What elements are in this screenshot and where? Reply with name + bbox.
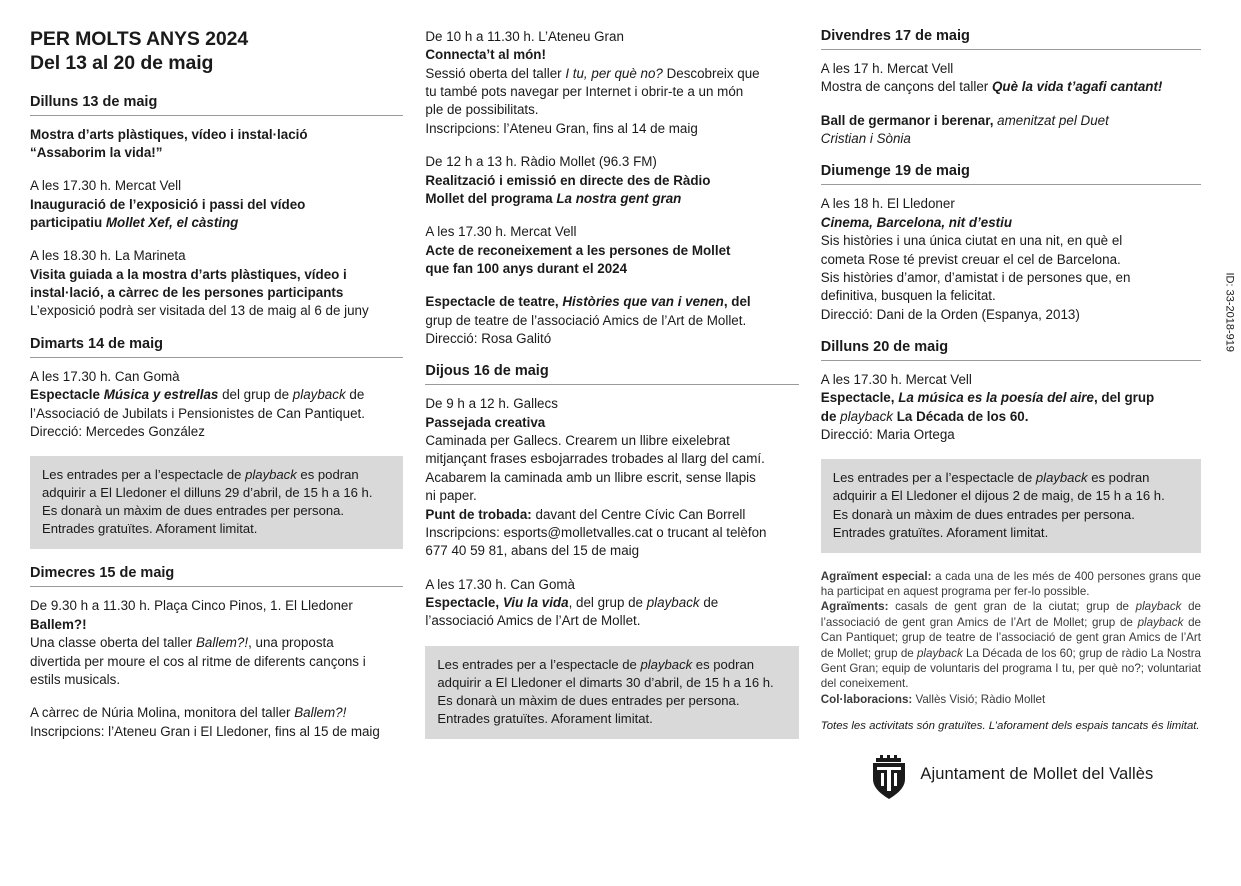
note-line: Les entrades per a l’espectacle de	[832, 470, 1036, 486]
divider	[30, 586, 403, 587]
entry-line: davant del Centre Cívic Can Borrell	[531, 506, 746, 522]
entry-line-italic: playback	[292, 387, 346, 403]
entry-line: de	[345, 387, 365, 403]
credits-text: casals de gent gran de la ciutat; grup de	[888, 600, 1136, 614]
note-line: adquirir a El Lledoner el dimarts 30 d’abril, de 15 h a 16 h.	[437, 674, 774, 690]
footer-logo	[821, 749, 1201, 801]
entry-line: estils musicals.	[30, 671, 121, 687]
entry-line-italic: Històries que van i venen	[562, 294, 724, 310]
day-heading-dilluns-20: Dilluns 20 de maig	[820, 338, 949, 355]
entry-line: divertida per moure el cos al ritme de diferents cançons i	[30, 653, 366, 669]
entry-line: instal·lació, a càrrec de les persones participants	[30, 285, 344, 301]
credits-heading: Agraïment especial:	[820, 569, 932, 583]
entry-line: De 12 h a 13 h. Ràdio Mollet (96.3 FM)	[425, 154, 657, 170]
entry-line: Direcció: Dani de la Orden (Espanya, 2013)	[820, 306, 1080, 322]
entry-line: Acabarem la caminada amb un llibre escrit, sense llapis	[425, 469, 756, 485]
entry-line: l’Associació de Jubilats i Pensionistes de Can Pantiquet.	[30, 405, 365, 421]
note-line: Es donarà un màxim de dues entrades per persona.	[832, 506, 1135, 522]
entry-line: , una proposta	[248, 635, 334, 651]
document-id-code: ID: 33-2018-919	[1223, 272, 1235, 352]
entry-line-italic: Cinema, Barcelona, nit d’estiu	[820, 214, 1013, 230]
day-heading-diumenge-19: Diumenge 19 de maig	[820, 163, 970, 180]
entry-ballem	[30, 597, 403, 689]
credits-heading: Col·laboracions:	[820, 692, 913, 706]
note-line: Entrades gratuïtes. Aforament limitat.	[832, 524, 1049, 540]
entry-line: Descobreix que	[662, 65, 760, 81]
entry-line: del grup de	[218, 387, 293, 403]
entry-line: De 10 h a 11.30 h. L’Ateneu Gran	[425, 29, 624, 44]
entry-line: De 9.30 h a 11.30 h. Plaça Cinco Pinos, 1. El Lledoner	[30, 598, 353, 614]
credits-text: La Década de los 60; grup de ràdio La Nostra Gent Gran; equip de voluntaris del programa I tu, per què no?; voluntariat del coneixement.	[820, 646, 1201, 691]
entry-line: Direcció: Rosa Galitó	[425, 331, 552, 347]
entry-line: A les 17.30 h. Mercat Vell	[820, 371, 972, 387]
credits-text-italic: playback	[1135, 600, 1182, 614]
entry-passejada-creativa	[425, 395, 798, 560]
entry-line-italic: Cristian i Sònia	[820, 131, 911, 147]
entry-line: Inscripcions: l’Ateneu Gran, fins al 14 de maig	[425, 120, 698, 136]
entry-line: grup de teatre de l’associació Amics de l’Art de Mollet.	[425, 312, 747, 328]
entry-line: , del	[723, 294, 751, 310]
note-line: es podran	[296, 467, 359, 483]
entry-viu-la-vida	[425, 576, 798, 631]
entry-line: Mostra de cançons del taller	[820, 79, 992, 95]
entry-line-italic: amenitzat pel Duet	[993, 112, 1109, 128]
entry-line: de	[820, 408, 841, 424]
entry-line: Sis històries d’amor, d’amistat i de persones que, en	[820, 269, 1131, 285]
entry-line: cometa Rose té previst creuar el cel de Barcelona.	[820, 251, 1121, 267]
note-line: Entrades gratuïtes. Aforament limitat.	[42, 521, 258, 537]
entry-line: A les 17.30 h. Mercat Vell	[425, 224, 577, 240]
page-title	[30, 28, 403, 76]
day-heading-dimecres-15: Dimecres 15 de maig	[30, 565, 175, 582]
entry-line-italic: playback	[646, 594, 700, 610]
entry-line-italic: Què la vida t’agafi cantant!	[991, 79, 1163, 95]
note-line-italic: playback	[640, 656, 693, 672]
entry-mostra-arts	[30, 126, 403, 163]
entry-cinema-barcelona	[821, 195, 1201, 324]
entry-la-musica-poesia	[821, 371, 1201, 444]
note-line-italic: playback	[245, 467, 297, 483]
entry-line: Realització i emissió en directe des de Ràdio	[425, 172, 711, 188]
entry-mostra-cancons	[821, 60, 1201, 97]
entry-ball-germanor	[821, 112, 1201, 149]
entry-line: Mollet del programa	[425, 190, 557, 206]
entry-line: de	[699, 594, 719, 610]
entry-line: A les 17.30 h. Mercat Vell	[30, 178, 182, 194]
entry-line: A les 17 h. Mercat Vell	[820, 61, 954, 76]
coat-of-arms-icon	[868, 749, 910, 801]
credits-heading: Agraïments:	[820, 600, 889, 614]
column-one	[30, 28, 425, 866]
entry-radio-mollet	[425, 153, 798, 208]
entry-line: l’associació Amics de l’Art de Mollet.	[425, 613, 641, 629]
entry-line-italic: Viu la vida	[502, 594, 569, 610]
entry-line-italic: playback	[840, 408, 893, 424]
column-two	[425, 28, 820, 866]
title-line-1: PER MOLTS ANYS 2024	[30, 28, 249, 50]
entry-line: Inscripcions: esports@molletvalles.cat o trucant al telèfon	[425, 524, 767, 540]
three-column-layout	[30, 28, 1211, 866]
entry-visita-guiada	[30, 247, 403, 320]
divider	[425, 384, 798, 385]
divider	[821, 184, 1201, 185]
entry-line: Visita guiada a la mostra d’arts plàstiques, vídeo i	[30, 266, 347, 282]
entry-line: Ballem?!	[30, 616, 87, 632]
note-line: es podran	[692, 656, 755, 672]
column-three	[821, 28, 1211, 866]
entry-line-italic: La nostra gent gran	[556, 190, 682, 206]
entry-line: Passejada creativa	[425, 414, 546, 430]
entry-line: Espectacle,	[820, 390, 899, 406]
note-line: Entrades gratuïtes. Aforament limitat.	[437, 710, 653, 726]
divider	[821, 49, 1201, 50]
entry-line: La Década de los 60.	[893, 408, 1029, 424]
entry-ballem-monitora	[30, 704, 403, 741]
day-heading-dimarts-14: Dimarts 14 de maig	[30, 335, 163, 352]
footnote-text: Totes les activitats són gratuïtes. L’aforament dels espais tancats és limitat.	[820, 720, 1200, 733]
entry-line: ni paper.	[425, 488, 477, 504]
credits-block	[821, 569, 1201, 708]
credits-text-italic: playback	[1137, 615, 1184, 629]
entry-line: Espectacle,	[425, 594, 503, 610]
note-line: Es donarà un màxim de dues entrades per persona.	[42, 503, 345, 519]
entry-line: A les 17.30 h. Can Gomà	[30, 368, 180, 384]
note-line: Es donarà un màxim de dues entrades per persona.	[437, 692, 740, 708]
entry-line: Una classe oberta del taller	[30, 635, 196, 651]
entry-musica-y-estrellas	[30, 368, 403, 441]
entry-inauguracio	[30, 177, 403, 232]
organization-name: Ajuntament de Mollet del Vallès	[920, 765, 1154, 784]
entry-line: mitjançant frases esbojarrades trobades al llarg del camí.	[425, 451, 765, 467]
entry-line: , del grup	[1093, 390, 1155, 406]
divider	[821, 360, 1201, 361]
entry-line: L’exposició podrà ser visitada del 13 de maig al 6 de juny	[30, 303, 369, 319]
entry-line: Punt de trobada:	[425, 506, 532, 522]
entry-line: Inscripcions: l’Ateneu Gran i El Lledoner, fins al 15 de maig	[30, 723, 380, 739]
entry-line: tu també pots navegar per Internet i obrir-te a un món	[425, 84, 744, 100]
entry-line: A les 18 h. El Lledoner	[820, 196, 955, 212]
note-line-italic: playback	[1035, 470, 1088, 486]
note-line: adquirir a El Lledoner el dilluns 29 d’abril, de 15 h a 16 h.	[42, 485, 373, 501]
note-line: es podran	[1087, 470, 1150, 486]
entry-line: ple de possibilitats.	[425, 102, 539, 118]
entry-line: “Assaborim la vida!”	[30, 144, 163, 160]
entry-connectat-al-mon	[425, 28, 798, 138]
entry-teatre-histories	[425, 293, 798, 348]
day-heading-divendres-17: Divendres 17 de maig	[820, 28, 970, 44]
entry-line: participatiu	[30, 215, 106, 230]
entry-line: Sessió oberta del taller	[425, 65, 566, 81]
entry-line: Caminada per Gallecs. Crearem un llibre eixelebrat	[425, 433, 730, 449]
entry-line-italic: La música es la poesía del aire	[898, 390, 1094, 406]
entry-line: Connecta’t al món!	[425, 47, 546, 63]
divider	[30, 115, 403, 116]
entry-line-italic: Mollet Xef, el càsting	[105, 215, 239, 230]
entry-line: Direcció: Maria Ortega	[820, 427, 955, 443]
note-line: Les entrades per a l’espectacle de	[42, 467, 246, 483]
ticket-note-dilluns	[821, 459, 1201, 552]
entry-line-italic: Música y estrellas	[103, 387, 219, 403]
entry-line-italic: I tu, per què no?	[565, 65, 663, 81]
day-heading-dilluns-13: Dilluns 13 de maig	[30, 93, 158, 110]
entry-line: Ball de germanor i berenar,	[820, 112, 994, 128]
note-line: adquirir a El Lledoner el dijous 2 de maig, de 15 h a 16 h.	[832, 488, 1165, 504]
title-line-2: Del 13 al 20 de maig	[30, 51, 214, 74]
day-heading-dijous-16: Dijous 16 de maig	[425, 363, 549, 380]
entry-reconeixement-100-anys	[425, 223, 798, 278]
ticket-note-dijous	[425, 646, 798, 739]
entry-line: 677 40 59 81, abans del 15 de maig	[425, 543, 640, 559]
credits-text: de Can Pantiquet; grup de teatre de l’associació de gent gran Amics de l’Art de Mollet; grup de	[820, 615, 1201, 660]
entry-line: Inauguració de l’exposició i passi del vídeo	[30, 196, 306, 212]
entry-line: A càrrec de Núria Molina, monitora del taller	[30, 705, 295, 721]
entry-line: , del grup de	[568, 594, 647, 610]
credits-text-italic: playback	[916, 646, 963, 660]
entry-line: Sis històries i una única ciutat en una nit, en què el	[820, 233, 1123, 249]
entry-line-italic: Ballem?!	[195, 635, 249, 651]
divider	[30, 357, 403, 358]
entry-line: que fan 100 anys durant el 2024	[425, 260, 628, 276]
ticket-note-dimarts	[30, 456, 403, 549]
credits-text: Vallès Visió; Ràdio Mollet	[912, 692, 1046, 706]
entry-line: De 9 h a 12 h. Gallecs	[425, 396, 558, 412]
entry-line: Acte de reconeixement a les persones de Mollet	[425, 242, 731, 258]
credits-text: a cada una de les més de 400 persones grans que ha participat en aquest programa per fer-lo possible.	[820, 569, 1201, 599]
credits-text: de l’associació de gent gran Amics de l’Art de Mollet; grup de	[820, 600, 1201, 629]
entry-line: definitiva, busquen la felicitat.	[820, 288, 996, 304]
entry-line: Espectacle de teatre,	[425, 294, 563, 310]
note-line: Les entrades per a l’espectacle de	[437, 656, 641, 672]
entry-line: A les 18.30 h. La Marineta	[30, 248, 186, 264]
entry-line: Direcció: Mercedes González	[30, 423, 205, 439]
entry-line-italic: Ballem?!	[294, 705, 347, 721]
entry-line: A les 17.30 h. Can Gomà	[425, 576, 576, 592]
entry-line: Espectacle	[30, 387, 104, 403]
entry-line: Mostra d’arts plàstiques, vídeo i instal·lació	[30, 126, 308, 142]
